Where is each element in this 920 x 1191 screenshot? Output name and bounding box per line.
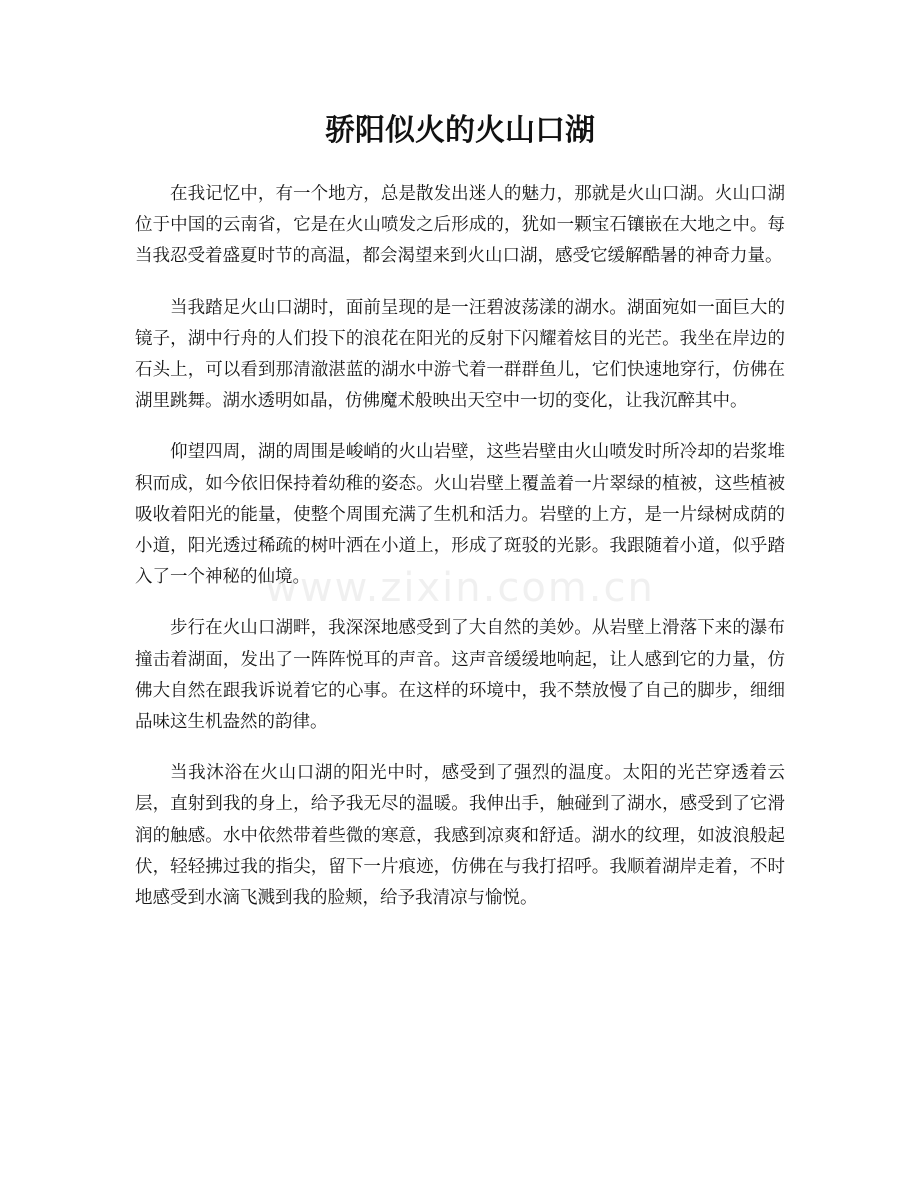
paragraph-1: 在我记忆中，有一个地方，总是散发出迷人的魅力，那就是火山口湖。火山口湖位于中国的云南省，它是在火山喷发之后形成的，犹如一颗宝石镶嵌在大地之中。每当我忍受着盛夏时节的高温，都会渴望来到火山口湖，感受它缓解酷暑的神奇力量。 — [135, 184, 785, 267]
document-title: 骄阳似火的火山口湖 — [325, 113, 595, 148]
paragraph-4: 步行在火山口湖畔，我深深地感受到了大自然的美妙。从岩壁上滑落下来的瀑布撞击着湖面，发出了一阵阵悦耳的声音。这声音缓缓地响起，让人感到它的力量，仿佛大自然在跟我诉说着它的心事。在这样的环境中，我不禁放慢了自己的脚步，细细品味这生机盎然的韵律。 — [135, 618, 785, 733]
watermark-text: www.zixin.com.cn — [265, 565, 655, 611]
document-body — [135, 179, 785, 934]
paragraph-3: 仰望四周，湖的周围是峻峭的火山岩壁，这些岩壁由火山喷发时所冷却的岩浆堆积而成，如今依旧保持着幼稚的姿态。火山岩壁上覆盖着一片翠绿的植被，这些植被吸收着阳光的能量，使整个周围充满了生机和活力。岩壁的上方，是一片绿树成荫的小道，阳光透过稀疏的树叶洒在小道上，形成了斑驳的光影。我跟随着小道，似乎踏入了一个神秘的仙境。 — [135, 442, 785, 588]
paragraph-2: 当我踏足火山口湖时，面前呈现的是一汪碧波荡漾的湖水。湖面宛如一面巨大的镜子，湖中行舟的人们投下的浪花在阳光的反射下闪耀着炫目的光芒。我坐在岸边的石头上，可以看到那清澈湛蓝的湖水中游弋着一群群鱼儿，它们快速地穿行，仿佛在湖里跳舞。湖水透明如晶，仿佛魔术般映出天空中一切的变化，让我沉醉其中。 — [135, 297, 785, 412]
paragraph-5: 当我沐浴在火山口湖的阳光中时，感受到了强烈的温度。太阳的光芒穿透着云层，直射到我的身上，给予我无尽的温暖。我伸出手，触碰到了湖水，感受到了它滑润的触感。水中依然带着些微的寒意，我感到凉爽和舒适。湖水的纹理，如波浪般起伏，轻轻拂过我的指尖，留下一片痕迹，仿佛在与我打招呼。我顺着湖岸走着，不时地感受到水滴飞溅到我的脸颊，给予我清凉与愉悦。 — [135, 763, 785, 909]
